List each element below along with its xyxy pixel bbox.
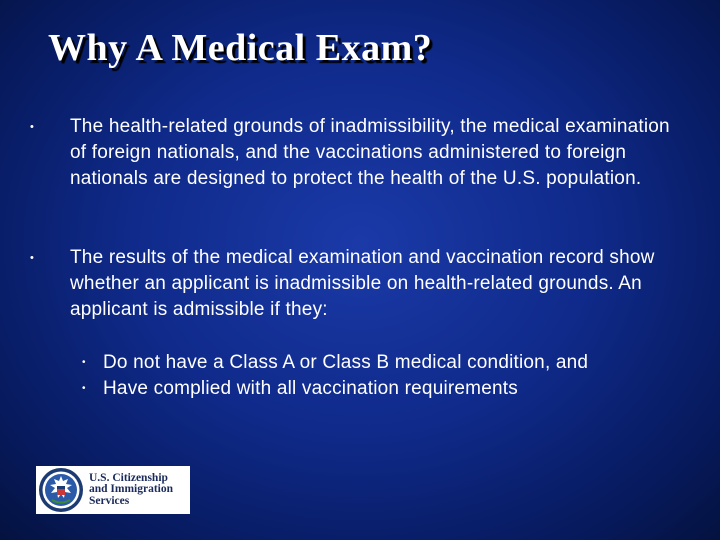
- bullet-item: [30, 245, 670, 323]
- dhs-seal-icon: [38, 467, 84, 513]
- sub-bullet-item: [82, 376, 518, 402]
- bullet-text: The health-related grounds of inadmissibility, the medical examination of foreign nationals, and the vaccinations administered to foreign nationals are designed to protect the health of the U.S. population.: [70, 116, 670, 189]
- logo-line-2: and Immigration: [89, 483, 174, 496]
- logo-line-3: Services: [89, 494, 130, 507]
- bullet-dot-icon: •: [82, 383, 86, 394]
- logo-text: [89, 473, 173, 508]
- logo-line-1: U.S. Citizenship: [89, 471, 168, 484]
- slide-title: Why A Medical Exam?: [48, 27, 433, 69]
- bullet-item: [30, 114, 670, 192]
- bullet-dot-icon: •: [82, 357, 86, 368]
- sub-bullet-text: Have complied with all vaccination requirements: [103, 378, 518, 399]
- bullet-dot-icon: •: [30, 252, 34, 264]
- uscis-logo: [36, 466, 190, 514]
- bullet-dot-icon: •: [30, 121, 34, 133]
- bullet-text: The results of the medical examination and vaccination record show whether an applicant is inadmissible on health-related grounds. An applicant is admissible if they:: [70, 247, 655, 320]
- sub-bullet-item: [82, 350, 588, 376]
- sub-bullet-text: Do not have a Class A or Class B medical condition, and: [103, 352, 589, 373]
